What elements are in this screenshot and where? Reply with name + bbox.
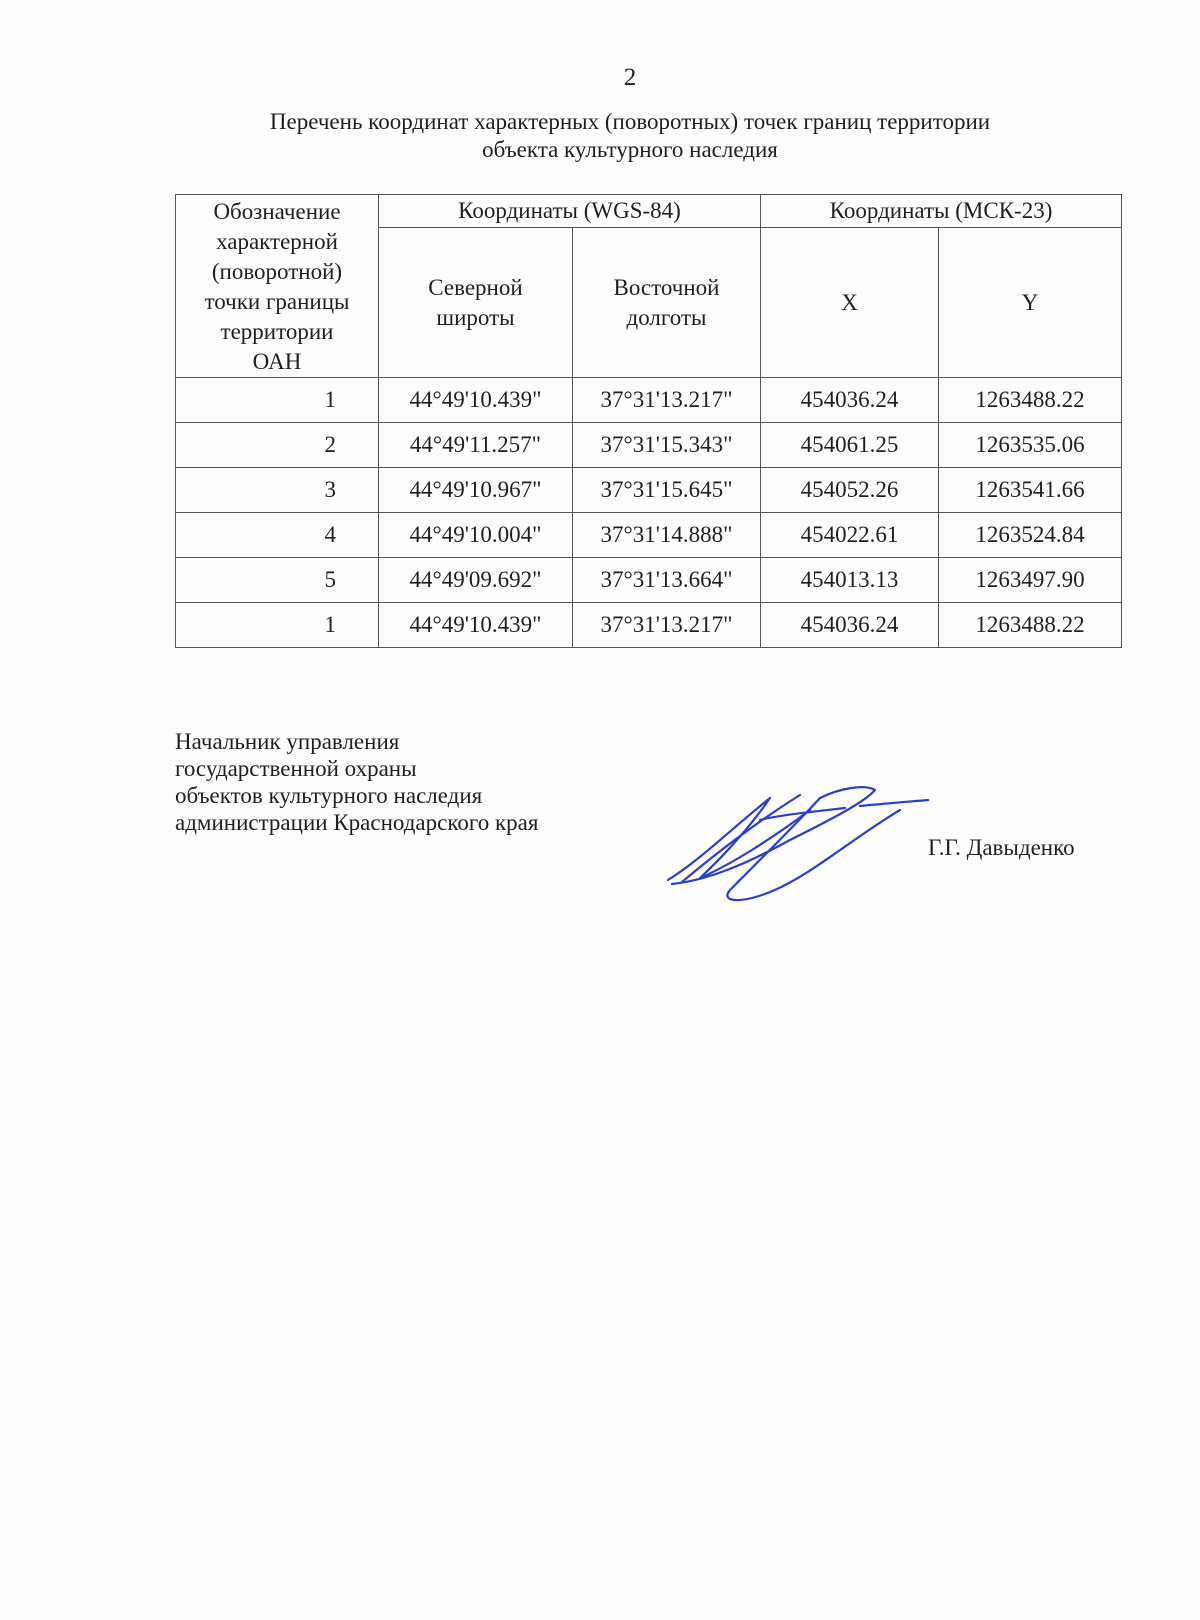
header-point-line: (поворотной) bbox=[211, 259, 343, 284]
signer-name: Г.Г. Давыденко bbox=[928, 835, 1075, 860]
cell-x: 454061.25 bbox=[761, 423, 939, 468]
header-x: X bbox=[761, 228, 939, 378]
page-number: 2 bbox=[623, 64, 637, 91]
header-point-line: территории bbox=[220, 319, 334, 344]
table-row bbox=[176, 468, 1122, 513]
header-point-designation bbox=[176, 195, 379, 378]
signature-icon bbox=[660, 780, 940, 910]
signatory-line: администрации Краснодарского края bbox=[175, 810, 539, 835]
cell-longitude: 37°31'15.645" bbox=[573, 468, 761, 513]
header-msk23: Координаты (МСК-23) bbox=[761, 195, 1122, 228]
document-title bbox=[150, 108, 1110, 164]
cell-latitude: 44°49'10.004" bbox=[379, 513, 573, 558]
table-row bbox=[176, 423, 1122, 468]
table-row bbox=[176, 513, 1122, 558]
cell-longitude: 37°31'13.664" bbox=[573, 558, 761, 603]
cell-y: 1263488.22 bbox=[939, 378, 1122, 423]
cell-longitude: 37°31'14.888" bbox=[573, 513, 761, 558]
cell-latitude: 44°49'09.692" bbox=[379, 558, 573, 603]
header-wgs84: Координаты (WGS-84) bbox=[379, 195, 761, 228]
header-point-line: характерной bbox=[216, 229, 338, 254]
cell-latitude: 44°49'10.967" bbox=[379, 468, 573, 513]
header-point-line: ОАН bbox=[252, 349, 302, 374]
cell-longitude: 37°31'13.217" bbox=[573, 378, 761, 423]
cell-point: 2 bbox=[176, 423, 379, 468]
cell-x: 454022.61 bbox=[761, 513, 939, 558]
header-point-line: Обозначение bbox=[213, 199, 341, 224]
cell-latitude: 44°49'10.439" bbox=[379, 378, 573, 423]
header-north-latitude bbox=[379, 228, 573, 378]
cell-x: 454036.24 bbox=[761, 603, 939, 648]
header-east-line: долготы bbox=[626, 304, 707, 330]
header-north-line: Северной bbox=[428, 274, 523, 300]
signatory-line: Начальник управления bbox=[175, 729, 400, 754]
cell-longitude: 37°31'15.343" bbox=[573, 423, 761, 468]
signatory-position bbox=[175, 728, 538, 836]
cell-point: 3 bbox=[176, 468, 379, 513]
cell-y: 1263497.90 bbox=[939, 558, 1122, 603]
table-row bbox=[176, 558, 1122, 603]
table-row bbox=[176, 378, 1122, 423]
title-line-2: объекта культурного наследия bbox=[482, 137, 778, 162]
cell-point: 5 bbox=[176, 558, 379, 603]
cell-point: 4 bbox=[176, 513, 379, 558]
cell-point: 1 bbox=[176, 378, 379, 423]
cell-y: 1263488.22 bbox=[939, 603, 1122, 648]
cell-latitude: 44°49'11.257" bbox=[379, 423, 573, 468]
header-east-line: Восточной bbox=[613, 274, 720, 300]
table-body bbox=[176, 378, 1122, 648]
cell-y: 1263535.06 bbox=[939, 423, 1122, 468]
header-y: Y bbox=[939, 228, 1122, 378]
signatory-line: государственной охраны bbox=[175, 756, 417, 781]
coordinates-table bbox=[175, 194, 1122, 648]
title-line-1: Перечень координат характерных (поворотных) точек границ территории bbox=[269, 109, 991, 134]
cell-x: 454013.13 bbox=[761, 558, 939, 603]
cell-longitude: 37°31'13.217" bbox=[573, 603, 761, 648]
cell-y: 1263524.84 bbox=[939, 513, 1122, 558]
signatory-line: объектов культурного наследия bbox=[175, 783, 483, 808]
header-north-line: широты bbox=[436, 304, 515, 330]
cell-latitude: 44°49'10.439" bbox=[379, 603, 573, 648]
cell-x: 454052.26 bbox=[761, 468, 939, 513]
cell-y: 1263541.66 bbox=[939, 468, 1122, 513]
table-header bbox=[176, 195, 1122, 378]
cell-point: 1 bbox=[176, 603, 379, 648]
cell-x: 454036.24 bbox=[761, 378, 939, 423]
header-point-line: точки границы bbox=[204, 289, 350, 314]
header-east-longitude bbox=[573, 228, 761, 378]
table-row bbox=[176, 603, 1122, 648]
